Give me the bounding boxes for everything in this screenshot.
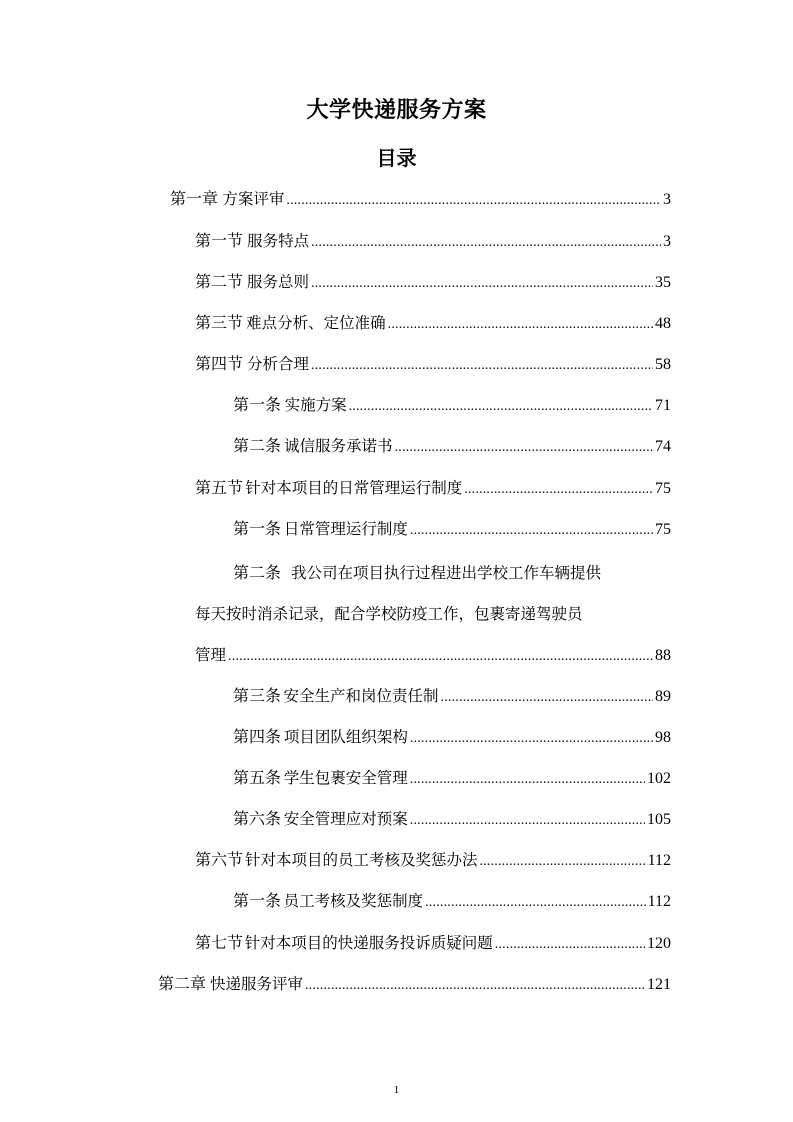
toc-entry-page: 48 [655,315,671,332]
toc-entry-section-7[interactable] [195,930,671,956]
toc-entry-page: 71 [655,397,671,414]
toc-entry-title: 诚信服务承诺书 [284,437,393,455]
toc-entry-number: 第一条 [233,519,282,538]
toc-entry-article-4-1[interactable] [233,392,671,418]
toc-entry-article-5-3[interactable] [233,683,671,709]
document-title: 大学快递服务方案 [306,98,487,123]
toc-leader-dots [311,271,653,297]
toc-entry-page: 3 [663,191,671,208]
toc-entry-title: 安全管理应对预案 [283,810,408,828]
toc-leader-dots [311,230,661,256]
toc-entry-article-5-2-line3[interactable] [195,642,671,668]
toc-entry-number: 第二章 [158,974,207,993]
toc-entry-article-5-2-line2[interactable] [195,601,583,627]
toc-leader-dots [441,685,654,711]
toc-entry-page: 112 [647,893,671,910]
toc-entry-page: 58 [655,356,671,373]
toc-entry-page: 3 [663,233,671,250]
toc-entry-number: 第三条 [233,686,282,705]
toc-entry-title: 日常管理运行制度 [283,520,408,538]
toc-entry-number: 第五条 [233,768,282,787]
toc-entry-section-6[interactable] [195,847,671,873]
toc-leader-dots [395,435,653,461]
toc-entry-page: 88 [655,647,671,664]
toc-leader-dots [410,808,645,834]
toc-entry-number: 第六节 [195,850,244,869]
toc-leader-dots [311,353,653,379]
toc-entry-title: 安全生产和岗位责任制 [283,687,439,705]
toc-heading: 目录 [376,146,417,170]
toc-entry-title-continued: 每天按时消杀记录，配合学校防疫工作，包裹寄递驾驶员 [195,605,583,623]
toc-entry-page: 120 [647,935,671,952]
toc-entry-section-2[interactable] [195,269,671,295]
toc-entry-article-5-6[interactable] [233,806,671,832]
toc-entry-number: 第一条 [233,891,282,910]
toc-leader-dots [410,767,645,793]
toc-entry-page: 105 [647,811,671,828]
toc-entry-title: 服务总则 [247,273,310,291]
toc-entry-article-5-2-line1[interactable] [233,560,601,586]
toc-leader-dots [495,932,645,958]
toc-entry-title: 项目团队组织架构 [283,728,408,746]
toc-entry-number: 第六条 [233,809,282,828]
toc-leader-dots [479,849,645,875]
toc-entry-chapter-1[interactable] [170,186,671,212]
toc-leader-dots [305,973,645,999]
toc-leader-dots [410,518,653,544]
toc-entry-page: 75 [655,480,671,497]
toc-entry-title: 针对本项目的员工考核及奖惩办法 [244,851,478,869]
toc-entry-article-5-5[interactable] [233,765,671,791]
toc-entry-page: 75 [655,521,671,538]
toc-entry-number: 第一条 [233,395,282,414]
toc-leader-dots [286,188,661,214]
toc-leader-dots [410,726,653,752]
toc-entry-title: 方案评审 [222,190,285,208]
toc-leader-dots [349,394,653,420]
toc-entry-article-4-2[interactable] [233,433,671,459]
toc-entry-title: 难点分析、定位准确 [246,314,386,332]
toc-entry-title: 学生包裹安全管理 [283,769,408,787]
toc-entry-number: 第一章 [170,189,219,208]
toc-entry-number: 第四条 [233,727,282,746]
toc-entry-article-6-1[interactable] [233,888,671,914]
toc-entry-number: 第七节 [195,933,244,952]
toc-entry-chapter-2[interactable] [158,971,671,997]
toc-entry-title-continued: 管理 [195,646,227,664]
toc-entry-title: 实施方案 [284,396,347,414]
toc-entry-page: 74 [655,438,671,455]
toc-entry-section-4[interactable] [195,351,671,377]
toc-entry-title: 分析合理 [247,355,310,373]
toc-entry-page: 112 [647,852,671,869]
toc-entry-number: 第三节 [195,313,244,332]
toc-entry-number: 第二节 [195,272,244,291]
toc-entry-page: 102 [647,770,671,787]
toc-leader-dots [388,312,653,338]
toc-entry-number: 第二条 [233,436,282,455]
toc-entry-title: 员工考核及奖惩制度 [283,892,424,910]
page-number: 1 [393,1084,400,1096]
toc-entry-title: 针对本项目的日常管理运行制度 [245,479,463,497]
toc-leader-dots [425,890,646,916]
toc-entry-title: 快递服务评审 [209,975,303,993]
toc-entry-section-1[interactable] [195,228,671,254]
toc-entry-title: 针对本项目的快递服务投诉质疑问题 [244,934,493,952]
toc-entry-number: 第一节 [195,231,244,250]
toc-leader-dots [464,477,653,503]
toc-entry-number: 第二条 [233,563,282,582]
toc-entry-number: 第五节 [195,478,244,497]
toc-entry-section-3[interactable] [195,310,671,336]
toc-entry-page: 89 [655,688,671,705]
toc-leader-dots [228,644,653,670]
toc-entry-section-5[interactable] [195,475,671,501]
toc-entry-title: 服务特点 [247,232,310,250]
toc-entry-title: 我公司在项目执行过程进出学校工作车辆提供 [291,564,602,582]
toc-entry-page: 98 [655,729,671,746]
toc-entry-article-5-4[interactable] [233,724,671,750]
toc-entry-page: 121 [646,976,671,993]
toc-entry-page: 35 [655,274,671,291]
toc-entry-number: 第四节 [195,354,244,373]
toc-entry-article-5-1[interactable] [233,516,671,542]
